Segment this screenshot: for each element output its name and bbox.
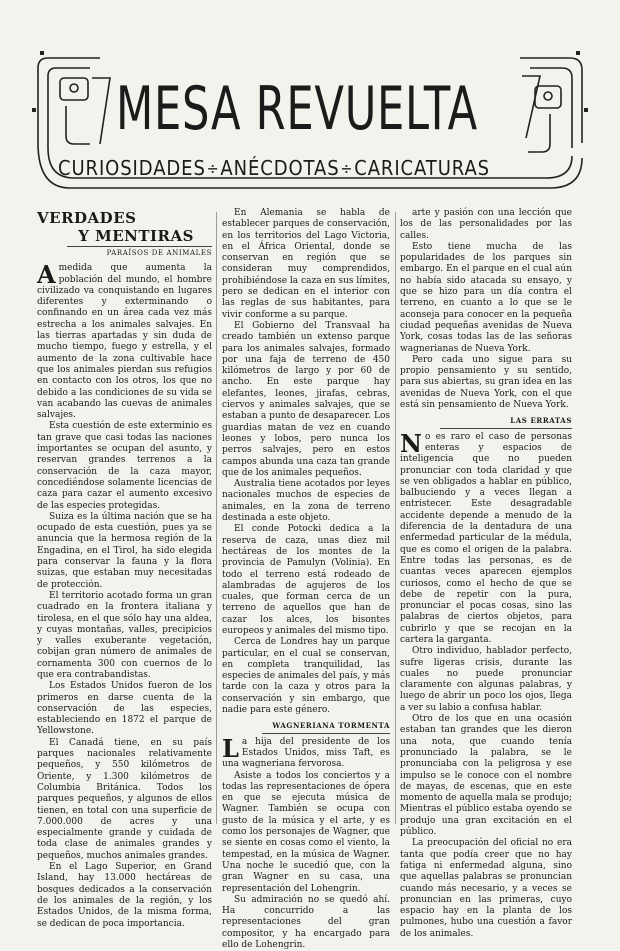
subtitle-curiosidades: CURIOSIDADES — [58, 156, 206, 180]
drop-cap: N — [400, 428, 422, 458]
article-subhead: PARAÍSOS DE ANIMALES — [67, 246, 212, 259]
paragraph: La preocupación del oficial no era tanta que podía creer que no hay fatiga ni enfermedad alguna, sino que aquellas palabras se pronuncian cuando más necesario, y a veces se pronuncian en las primeras, cuyo espacio hay en la planta de los pulmones, hubo una cuestión a favor de los animales. — [400, 838, 572, 939]
paragraph: El conde Potocki dedica a la reserva de caza, unas diez mil hectáreas de los montes de la provincia de Pamulyn (Volinia). En todo el terreno está rodeado de alambradas de agujeros de los cuales, que forman cerca de un terreno de aquellos que han de cazar los alces, los bisontes europeos y animales del mismo tipo. — [222, 524, 390, 636]
paragraph: El Gobierno del Transvaal ha creado también un extenso parque para los animales salvajes, formado por una faja de terreno de 450 kilómetros de largo y por 60 de ancho. En este parque hay elefantes, leones, jirafas, cebras, ciervos y animales salvajes, que se estaban a punto de desaparecer. Los guardias matan de vez en cuando leones y lobos, pero nunca los perros salvajes, pero en estos campos abunda una caza tan grande que de los animales pequeños. — [222, 320, 390, 478]
article-headline: VERDADES — [37, 209, 137, 227]
column-divider — [395, 212, 396, 824]
paragraph: Suiza es la última nación que se ha ocupado de esta cuestión, pues ya se anuncia que la hermosa región de la Engadina, en el Tirol, ha sido elegida para conservar la fauna y la flora suizas, que estaban muy necesitadas de protección. — [37, 511, 212, 590]
subtitle-separator: ÷ — [340, 158, 354, 178]
paragraph: Su admiración no se quedó ahí. Ha concurrido a las representaciones del gran compositor, y ha encargado para ello de Lohengrin. — [222, 894, 390, 950]
paragraph: Cerca de Londres hay un parque particular, en el cual se conservan, en completa tranquilidad, las especies de animales del país, y más tarde con la caza y otros para la conservación y sin embargo, que nadie para este género. — [222, 637, 390, 716]
paragraph: Otro de los que en una ocasión estaban tan grandes que les dieron una nota, que cuando tenía pronunciado la palabra, se le pronunciaba con la peligrosa y ese impulso se le conoce con el nombre de mayas, de escenas, que en este momento de aquella mala se produjo; Mientras el público estaba oyendo se produjo una gran excitación en el público. — [400, 714, 572, 838]
paragraph: arte y pasión con una lección que los de las personalidades por las calles. — [400, 208, 572, 241]
column-3 — [400, 208, 572, 939]
masthead-subtitles — [58, 156, 490, 180]
paragraph: Australia tiene acotados por leyes nacionales muchos de especies de animales, en la zona de terreno destinada a este objeto. — [222, 479, 390, 524]
column-1 — [37, 208, 212, 929]
paragraph: Los Estados Unidos fueron de los primeros en darse cuenta de la conservación de las especies, estableciendo en 1872 el parque de Yellowstone. — [37, 681, 212, 737]
subtitle-separator: ÷ — [206, 158, 220, 178]
masthead — [30, 48, 590, 198]
paragraph: El territorio acotado forma un gran cuadrado en la frontera italiana y tirolesa, en el que sólo hay una aldea, y cuyas montañas, valles, precipicios y valles exuberante vegetación, cobijan gran número de animales de cornamenta 300 con cuernos de lo que era contrabandistas. — [37, 590, 212, 680]
paragraph: Asiste a todos los conciertos y a todas las representaciones de ópera en que se ejecuta música de Wagner. También se ocupa con gusto de la música y el arte, y es como los personajes de Wagner, que se siente en cosas como el viento, la tempestad, en la música de Wagner. Una noche le sucedió que, con la gran Wagner en su casa, una representación del Lohengrin. — [222, 770, 390, 894]
column-divider — [216, 212, 217, 824]
column-2 — [222, 208, 390, 950]
paragraph: En Alemania se habla de establecer parques de conservación, en los territorios del Lago Victoria, en el África Oriental, donde se conservan en región que se consideran muy comprendidos, prohibiéndose la caza en sus límites, pero se dedican en el interior con las reglas de sus habitantes, para vivir conforme a su parque. — [222, 208, 390, 320]
paragraph: Esto tiene mucha de las popularidades de los parques sin embargo. En el parque en el cual aún no había sido atacada su ensayo, y que se hizo para un día contra el terreno, en cuanto a lo que se le aconseja para conocer en la pequeña ciudad pequeñas avenidas de Nueva York, cosas todas las de las señoras wagnerianas de Nueva York. — [400, 241, 572, 354]
section-title: LAS ERRATAS — [440, 415, 572, 428]
paragraph: En el Lago Superior, en Grand Island, hay 13.000 hectáreas de bosques dedicados a la conservación de los animales de la región, y los Estados Unidos, de la misma forma, se dedican de poca importancia. — [37, 862, 212, 929]
paragraph: El Canadá tiene, en su país parques nacionales relativamente pequeños, y 550 kilómetros de Oriente, y 1.300 kilómetros de Columbia Británica. Todos los parques pequeños, y algunos de ellos tienen, en total con una superficie de 7.000.000 de acres y una especialmente grande y cuidada de toda clase de animales grandes y pequeños, muchos animales grandes. — [37, 737, 212, 861]
article-headline-line2: Y MENTIRAS — [78, 227, 194, 245]
paragraph: Amedida que aumenta la población del mundo, el hombre civilizado va conquistando en lugares diferentes y exterminando o confinando en un área cada vez más estrecha a los animales salvajes. En las tierras apartadas y sin duda de mucho tiempo, fuego y estrella, y el aumento de la zona cultivable hace que los animales pierdan sus refugios en contacto con los otros, los que no debido a las condiciones de su vida se van acabando las cuevas de animales salvajes. — [37, 260, 212, 421]
subtitle-anecdotas: ANÉCDOTAS — [220, 156, 340, 180]
drop-cap: L — [222, 733, 239, 763]
paragraph: La hija del presidente de los Estados Unidos, miss Taft, es una wagneriana fervorosa. — [222, 733, 390, 770]
masthead-title: MESA REVUELTA — [116, 74, 478, 144]
paragraph: Pero cada uno sigue para su propio pensamiento y su sentido, para sus abiertas, su gran idea en las avenidas de Nueva York, con el que está sin pensamiento de Nueva York. — [400, 354, 572, 411]
subtitle-caricaturas: CARICATURAS — [354, 156, 490, 180]
paragraph: No es raro el caso de personas enteras y espacios de inteligencia que no pueden pronunciar con toda claridad y que se ven obligados a hablar en público, balbuciendo y a veces llegan a entristecer. Este desagradable accidente depende a menudo de la diferencia de la dentadura de una enfermedad particular de la médula, que es como el origen de la palabra. Entre todas las personas, es de cuantas veces aparecen ejemplos curiosos, como el hecho de que se debe de repetir con la pura, pronunciar el pocas cosas, sino las palabras de ciertos objetos, para cubrirlo y que se recojan en la cartera la garganta. — [400, 428, 572, 645]
paragraph: Otro individuo, hablador perfecto, sufre ligeras crisis, durante las cuales no puede pronunciar claramente con algunas palabras, y luego de abrir un poco los ojos, llega a ver su labio a confusa hablar. — [400, 646, 572, 713]
paragraph: Esta cuestión de este exterminio es tan grave que casi todas las naciones importantes se ocupan del asunto, y reservan grandes terrenos a la conservación de la caza mayor, concediéndose solamente licencias de caza para cazar el aumento excesivo de las especies protegidas. — [37, 421, 212, 511]
section-title: WAGNERIANA TORMENTA — [262, 720, 390, 733]
drop-cap: A — [37, 260, 56, 290]
